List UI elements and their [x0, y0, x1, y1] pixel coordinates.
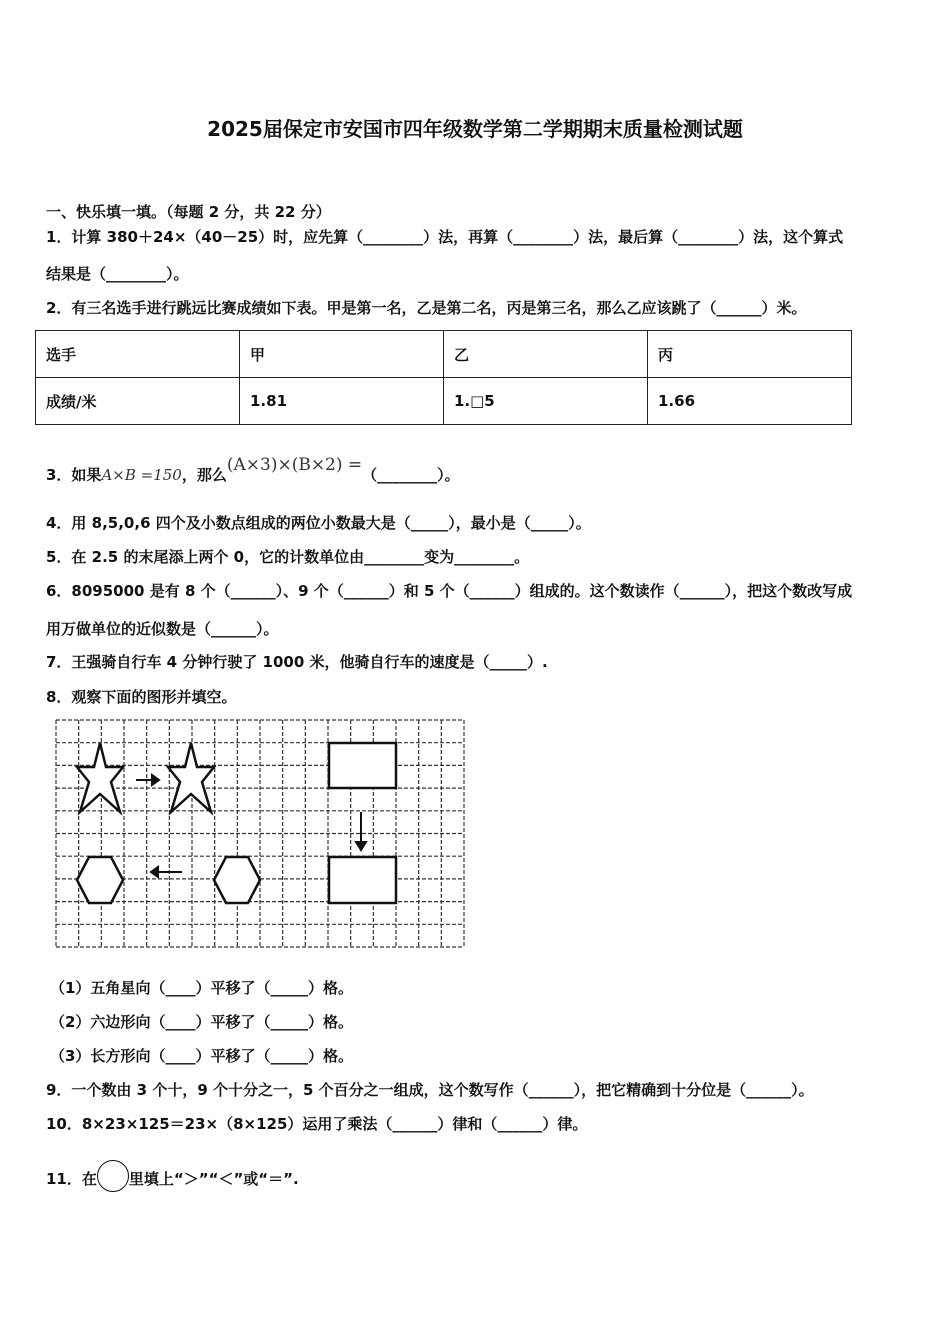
question-8-1: （1）五角星向（____）平移了（_____）格。 — [50, 979, 353, 997]
table-header: 甲 — [240, 331, 444, 378]
dashed-grid — [56, 720, 464, 947]
star-shape — [77, 743, 123, 812]
question-4: 4．用 8,5,0,6 四个及小数点组成的两位小数最大是（_____），最小是（_____）。 — [46, 514, 591, 532]
question-2: 2．有三名选手进行跳远比赛成绩如下表。甲是第一名，乙是第二名，丙是第三名，那么乙应该跳了（______）米。 — [46, 299, 807, 317]
hexagon-shape-original — [214, 857, 260, 903]
question-7: 7．王强骑自行车 4 分钟行驶了 1000 米，他骑自行车的速度是（_____）. — [46, 653, 548, 671]
question-5: 5．在 2.5 的末尾添上两个 0，它的计数单位由________变为________。 — [46, 548, 530, 566]
table-cell: 成绩/米 — [36, 378, 240, 425]
hexagon-shape — [77, 857, 123, 903]
question-6-cont: 用万做单位的近似数是（______）。 — [46, 620, 279, 638]
table-cell: 1.□5 — [444, 378, 648, 425]
q3-formula-2: (A×3)×(B×2) = — [226, 455, 363, 475]
circle-icon — [97, 1160, 129, 1192]
q3-prefix: 3．如果 — [46, 466, 102, 484]
q11-suffix: 里填上“＞”“＜”或“＝”. — [128, 1170, 299, 1188]
table-header: 乙 — [444, 331, 648, 378]
question-11 — [46, 1160, 299, 1192]
q11-prefix: 11．在 — [46, 1170, 97, 1188]
rectangle-shape — [329, 743, 396, 788]
page-title: 2025届保定市安国市四年级数学第二学期期末质量检测试题 — [207, 117, 743, 141]
table-header: 选手 — [36, 331, 240, 378]
star-shape-translated — [168, 743, 214, 812]
question-8: 8．观察下面的图形并填空。 — [46, 688, 237, 706]
question-1: 1．计算 380＋24×（40－25）时，应先算（________）法，再算（________）法，最后算（________）法，这个算式 — [46, 228, 844, 246]
question-10: 10．8×23×125＝23×（8×125）运用了乘法（______）律和（______）律。 — [46, 1115, 588, 1133]
question-8-3: （3）长方形向（____）平移了（_____）格。 — [50, 1047, 353, 1065]
question-9: 9．一个数由 3 个十，9 个十分之一，5 个百分之一组成，这个数写作（______），把它精确到十分位是（______）。 — [46, 1081, 814, 1099]
table-cell: 1.66 — [648, 378, 852, 425]
q3-mid: ，那么 — [181, 466, 227, 484]
section-heading: 一、快乐填一填。（每题 2 分，共 22 分） — [46, 203, 331, 221]
q3-formula-1: A×B =150 — [101, 466, 182, 484]
question-1-cont: 结果是（________）。 — [46, 265, 189, 283]
q3-suffix: （________）。 — [362, 466, 460, 484]
question-6: 6．8095000 是有 8 个（______）、9 个（______）和 5 个（______）组成的。这个数读作（______），把这个数改写成 — [46, 582, 853, 600]
table-cell: 1.81 — [240, 378, 444, 425]
table-header: 丙 — [648, 331, 852, 378]
question-8-2: （2）六边形向（____）平移了（_____）格。 — [50, 1013, 353, 1031]
rectangle-shape-translated — [329, 857, 396, 903]
